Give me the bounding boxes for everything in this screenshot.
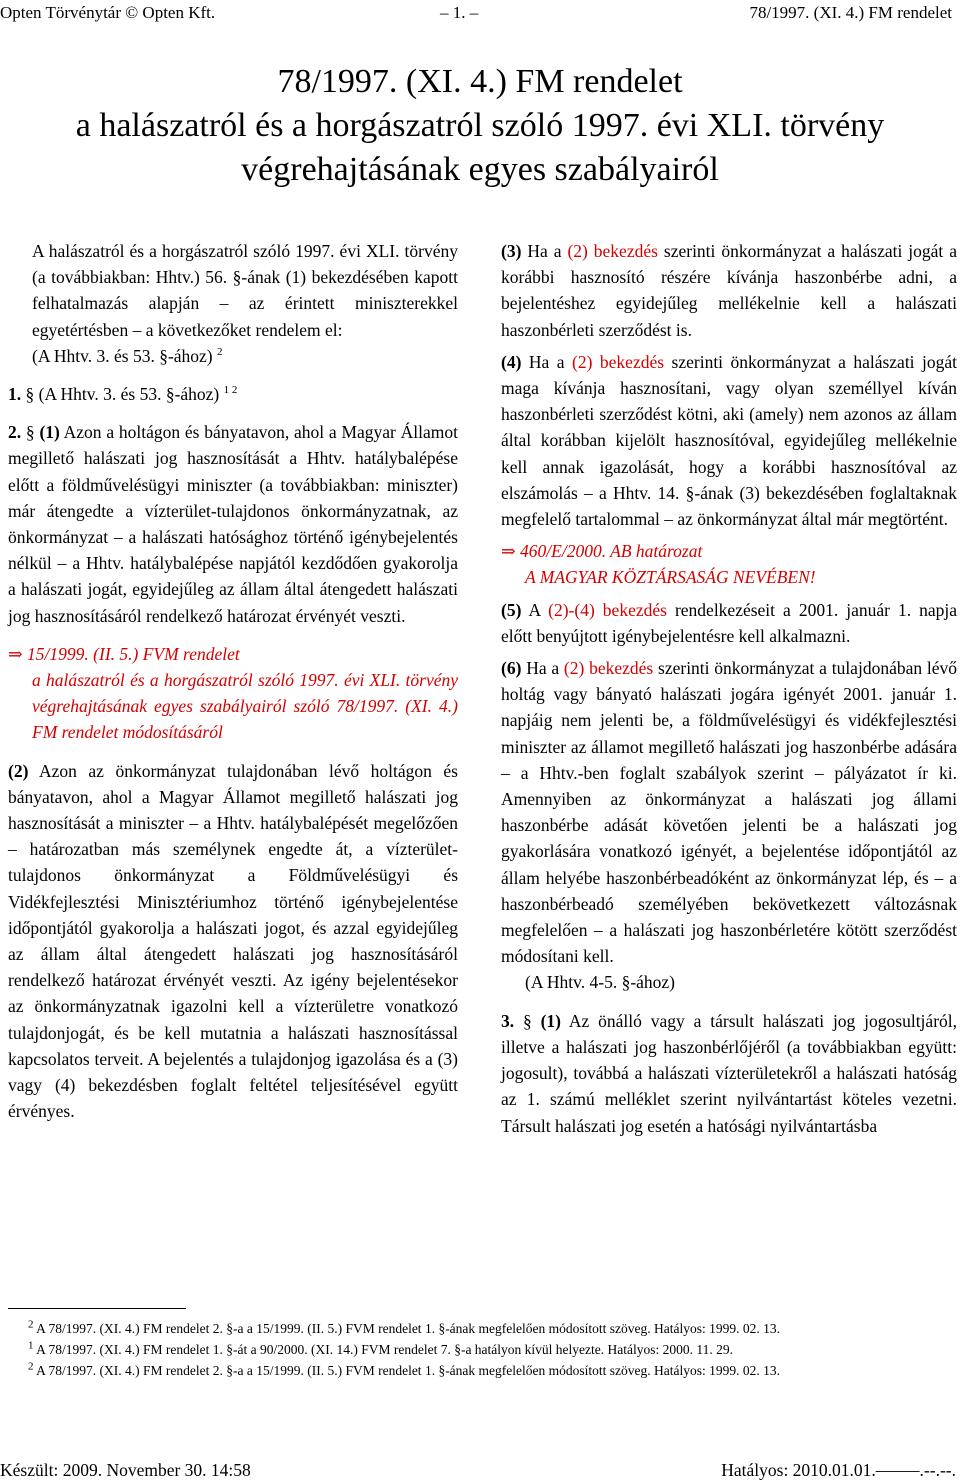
- section-number: 1.: [8, 384, 22, 405]
- footer-created: Készült: 2009. November 30. 14:58: [0, 1460, 251, 1480]
- footnote-divider: [8, 1308, 186, 1309]
- link-subtitle[interactable]: A MAGYAR KÖZTÁRSASÁG NEVÉBEN!: [525, 567, 816, 588]
- paragraph-number: (3): [501, 241, 522, 261]
- link-subtitle[interactable]: a halászatról és a horgászatról szóló 1997. évi XLI. törvény végrehajtásának egyes szabályairól szóló 78/1997. (XI. 4.) FM rendelet módosításáról: [32, 670, 458, 743]
- intro-paragraph: A halászatról és a horgászatról szóló 1997. évi XLI. törvény (a továbbiakban: Hhtv.) 56. §-ának (1) bekezdésében kapott felhatalmazás alapján – az érintett miniszterekkel egyetértésben – a következőket rendelem el:: [32, 241, 458, 340]
- cross-reference-link[interactable]: (2) bekezdés: [572, 351, 665, 372]
- document-title: [0, 60, 960, 192]
- page-header: [0, 2, 960, 26]
- right-column: [501, 238, 957, 1139]
- section-2-paragraph-4: (4) Ha a (2) bekezdés szerinti önkormányzat a halászati jogát maga kívánja hasznosítani, vagy olyan személlyel kíván haszonbérleti szerződést kötni, aki (amely) nem azonos az állam által korábban kijelölt hasznosítóval, egyidejűleg mellékelnie kell annak igazolását, hogy a korábbi hasznosítóval az elszámolás – a Hhtv. 14. §-ának (3) bekezdésében foglaltaknak megfelelő tartalommal – az önkormányzat által már megtörtént.: [501, 351, 958, 530]
- section-number: 2.: [8, 422, 22, 443]
- header-page-number: – 1. –: [440, 3, 479, 22]
- link-title[interactable]: 460/E/2000. AB határozat: [520, 541, 703, 562]
- section-number: 3.: [501, 1010, 515, 1031]
- right-arrow-icon: ⇒: [501, 541, 516, 562]
- footnote: $^2$ A 78/1997. (XI. 4.) FM rendelet 2. §-a a 15/1999. (II. 5.) FVM rendelet 1. §-ának megfelelően módosított szöveg. Hatályos: 1999. 02. 13.: [28, 1360, 780, 1378]
- hhtv-reference: (A Hhtv. 4-5. §-ához): [525, 972, 676, 993]
- footnote-mark: 2: [28, 1318, 34, 1331]
- section-2-paragraph-1: 2. § (1) Azon a holtágon és bányatavon, ahol a Magyar Államot megillető halászati jog hasznosítását a Hhtv. hatálybalépése előtt a földművelésügyi miniszter (a továbbiakban: miniszter) már átengedte a vízterület-tulajdonos önkormányzatnak, az önkormányzat – a halászati hatósághoz történő igénybejelentés nélkül – a Hhtv. hatálybalépése napjától kezdődően gyakorolja a halászati jogát, egyidejűleg az állam által átengedett halászati jog hasznosításáról rendelkező határozat érvényét veszti.: [8, 422, 459, 626]
- title-line-1: 78/1997. (XI. 4.) FM rendelet: [277, 63, 683, 100]
- left-column: [8, 238, 458, 1125]
- paragraph-number: (6): [501, 658, 522, 679]
- section-1: 1. § (A Hhtv. 3. és 53. §-ához) $^{1 2}$: [8, 384, 238, 405]
- page-footer: [0, 1458, 960, 1482]
- footnotes: [8, 1318, 958, 1381]
- section-2-paragraph-5: (5) A (2)-(4) bekezdés rendelkezéseit a 2001. január 1. napja előtt benyújtott igénybejelentésre kell alkalmazni.: [501, 599, 957, 646]
- paragraph-number: (5): [501, 599, 522, 620]
- title-line-2: a halászatról és a horgászatról szóló 1997. évi XLI. törvény: [75, 107, 885, 144]
- section-2-paragraph-2: (2) Azon az önkormányzat tulajdonában lévő holtágon és bányatavon, ahol a Magyar Államot megillető halászati jog hasznosítását a miniszter – a Hhtv. hatálybalépését megelőzően – határozatban más személynek engedte át, a vízterület-tulajdonos önkormányzat a Földművelésügyi és Vidékfejlesztési Minisztériumhoz történő igénybejelentése időpontjától gyakorolja a halászati jogot, és azzal egyidejűleg az állam által átengedett halászati jog hasznosításáról rendelkező határozat érvényét veszti. Az igény bejelentésekor az önkormányzatnak igazolni kell a vízterületre vonatkozó tulajdonjogát, és be kell mutatnia a halászati hasznosítással kapcsolatos terveit. A bejelentés a tulajdonjog igazolása és a (3) vagy (4) bekezdésben foglalt feltétel teljesítésével együtt érvényes.: [8, 760, 458, 1122]
- footnote-mark: 1 2: [223, 384, 238, 397]
- link-460-e-2000-ab[interactable]: [501, 538, 957, 564]
- paragraph-number: (1): [540, 1010, 561, 1031]
- footnote-mark: 2: [217, 345, 223, 358]
- section-2-paragraph-3: (3) Ha a (2) bekezdés szerinti önkormányzat a halászati jogát a korábbi hasznosító részére kívánja haszonbérbe adni, a bejelentéshez egyidejűleg mellékelnie kell a halászati haszonbérleti szerződést is.: [501, 241, 957, 340]
- paragraph-number: (2): [8, 760, 29, 781]
- footnote: $^1$ A 78/1997. (XI. 4.) FM rendelet 1. §-át a 90/2000. (XI. 14.) FVM rendelet 7. §-a hatályon kívül helyezte. Hatályos: 2000. 11. 29.: [28, 1339, 733, 1357]
- header-left: Opten Törvénytár © Opten Kft.: [0, 3, 216, 22]
- section-3-paragraph-1: 3. § (1) Az önálló vagy a társult halászati jog jogosultjáról, illetve a halászati jog haszonbérlőjéről (a továbbiakban együtt: jogosult), továbbá a halászati vízterületekről a halászati hatóság az 1. számú melléklet szerint nyilvántartást köteles vezetni. Társult halászati jog esetén a hatósági nyilvántartásba: [501, 1010, 958, 1136]
- cross-reference-link[interactable]: (2) bekezdés: [563, 658, 654, 679]
- paragraph-number: (4): [501, 351, 522, 372]
- link-title[interactable]: 15/1999. (II. 5.) FVM rendelet: [27, 643, 240, 664]
- link-15-1999-fvm[interactable]: [8, 641, 458, 667]
- header-right: 78/1997. (XI. 4.) FM rendelet: [749, 3, 952, 22]
- section-2-paragraph-6: (6) Ha a (2) bekezdés szerinti önkormányzat a tulajdonában lévő holtág vagy bányató halászati jogára igényét 2001. január 1. napjáig nem jelenti be, a földművelésügyi és vidékfejlesztési miniszter az államot megillető halászati jog haszonbérbe adására – a Hhtv.-ben foglalt szabályok szerint – pályázatot ír ki. Amennyiben az önkormányzat a halászati jog állami haszonbérbe adását követően jelenti be a halászati jog gyakorlására vonatkozó igényét, a bejelentése időpontjától az állam helyébe haszonbérbeadóként az önkormányzat lép, és – a haszonbérbeadó személyében bekövetkezett változásnak megfelelően – a halászati jog haszonbérletére kötött szerződést módosítani kell.: [501, 658, 958, 967]
- title-line-3: végrehajtásának egyes szabályairól: [241, 151, 719, 188]
- footnote: $^2$ A 78/1997. (XI. 4.) FM rendelet 2. §-a a 15/1999. (II. 5.) FVM rendelet 1. §-ának megfelelően módosított szöveg. Hatályos: 1999. 02. 13.: [28, 1318, 780, 1336]
- cross-reference-link[interactable]: (2) bekezdés: [567, 241, 658, 261]
- footer-effective: Hatályos: 2010.01.01.–––––.--.--.: [721, 1460, 956, 1480]
- right-arrow-icon: ⇒: [8, 643, 23, 664]
- cross-reference-link[interactable]: (2)-(4) bekezdés: [548, 599, 667, 620]
- footnote-mark: 1: [28, 1339, 34, 1352]
- paragraph-number: (1): [39, 422, 60, 443]
- hhtv-reference: (A Hhtv. 3. és 53. §-ához) $^2$: [32, 345, 223, 366]
- footnote-mark: 2: [28, 1360, 34, 1373]
